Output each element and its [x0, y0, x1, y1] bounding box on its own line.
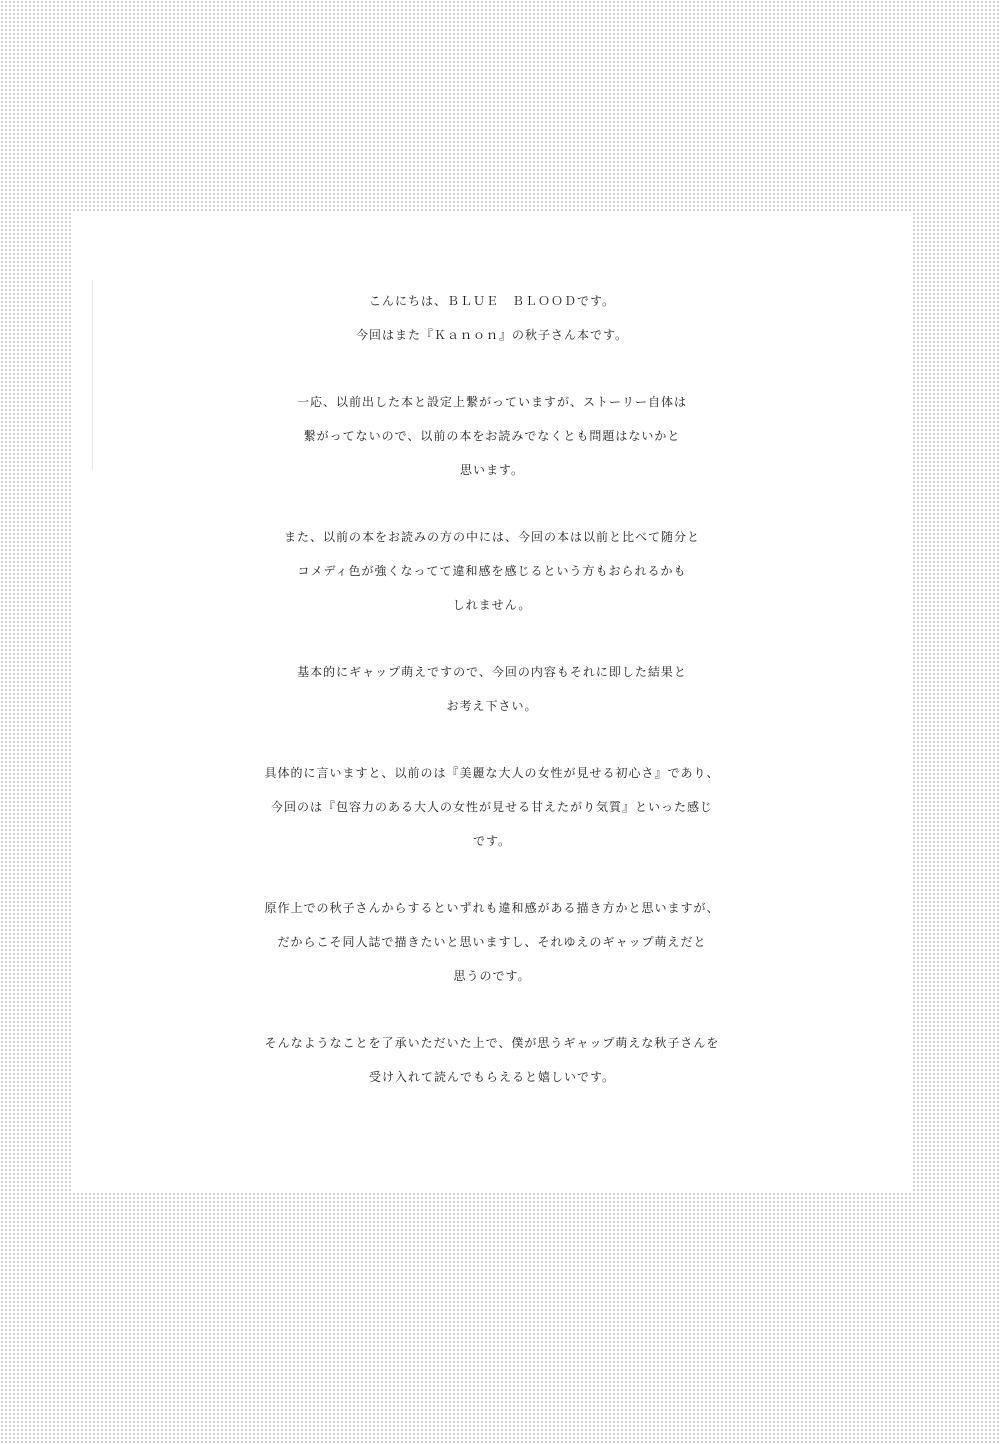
text-panel: [72, 212, 912, 1192]
afterword-text: [72, 284, 912, 1127]
text-line: 繋がってないので、以前の本をお読みでなくとも問題はないかと: [303, 429, 681, 443]
text-line: 思います。: [459, 463, 525, 477]
panel-scan-mark: [92, 280, 93, 470]
text-line: 今回のは『包容力のある大人の女性が見せる甘えたがり気質』といった感じ: [270, 800, 713, 814]
text-line: こんにちは、ＢＬＵＥ ＢＬＯＯＤです。: [368, 294, 616, 308]
text-line: 具体的に言いますと、以前のは『美麗な大人の女性が見せる初心さ』であり、: [264, 766, 720, 780]
text-line: そんなようなことを了承いただいた上で、僕が思うギャップ萌えな秋子さんを: [264, 1036, 720, 1050]
paragraph-specifics: [72, 756, 912, 858]
text-line: 原作上での秋子さんからするといずれも違和感がある描き方かと思いますが、: [264, 901, 720, 915]
paragraph-continuity: [72, 385, 912, 487]
text-line: 今回はまた『Ｋａｎｏｎ』の秋子さん本です。: [355, 328, 629, 342]
text-line: また、以前の本をお読みの方の中には、今回の本は以前と比べて随分と: [283, 530, 700, 544]
text-line: しれません。: [452, 598, 532, 612]
paragraph-comedy: [72, 520, 912, 622]
text-line: コメディ色が強くなってて違和感を感じるという方もおられるかも: [297, 564, 687, 578]
text-line: 基本的にギャップ萌えですので、今回の内容もそれに即した結果と: [297, 665, 687, 679]
paragraph-greeting: [72, 284, 912, 352]
text-line: お考え下さい。: [446, 699, 538, 713]
text-line: 一応、以前出した本と設定上繋がっていますが、ストーリー自体は: [296, 395, 687, 409]
text-line: 思うのです。: [453, 969, 531, 983]
paragraph-original-work: [72, 891, 912, 993]
text-line: だからこそ同人誌で描きたいと思いますし、それゆえのギャップ萌えだと: [277, 935, 707, 949]
text-line: 受け入れて読んでもらえると嬉しいです。: [368, 1070, 616, 1084]
paragraph-closing: [72, 1026, 912, 1094]
paragraph-gap-moe: [72, 655, 912, 723]
text-line: です。: [472, 834, 512, 848]
